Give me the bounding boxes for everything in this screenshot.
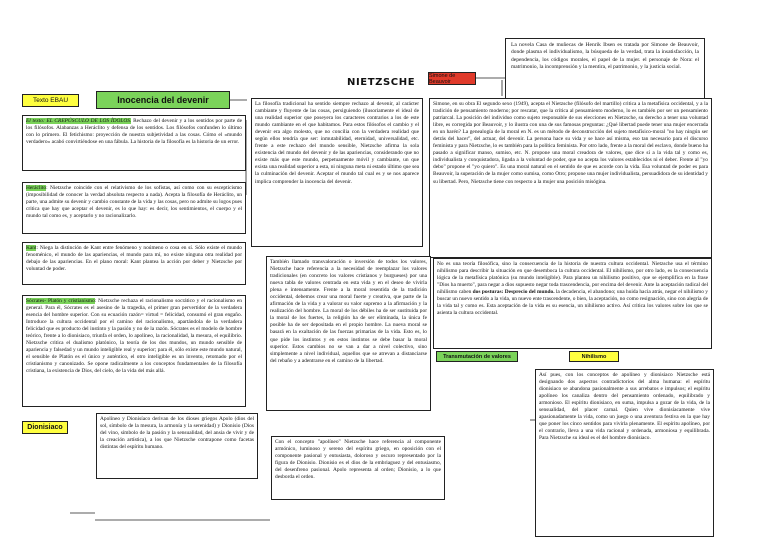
apolineo-box: Apolíneo y Dionisíaco derivan de los dioses griegos Apolo (dios del sol, símbolo de la mesura, la armonía y la serenidad) y Dionisio (Dios del vino, símbolo de la pasión y la sensualidad, del ansia de vivir y de la creación artística), a los que Nietzsche contrapone como facetas distintas del espíritu humano.	[96, 413, 258, 479]
transvaloracion-box: También llamado transvaloración o inversión de todos los valores, Nietzsche hace referencia a la necesidad de reemplazar los valores tradicionales (en concreto los valores cristianos y burgueses) por una nueva tabla de valores centrada en esta vida y en el deseo de vivirla plena e intensamente. Frente a la moral resentida de la tradición occidental, debemos crear una moral fuerte y creativa, que parte de la afirmación de la vida y a valorar su valor supremo a la afirmación y la realización del hombre. La moral de los débiles ha de ser sustituida por la moral de los fuertes, la religión ha de ser eliminada, la única fe posible ha de ser depositada en el propio hombre. La nueva moral se basará en la exaltación de las fuerzas primarias de la vida. Esto es, lo que pide los instintos y en estos instintos se debe basar la moral superior. Estos cambios no se van a dar a nivel colectivo, sino simplemente a nivel individual, aquellos que se atrevan a distanciarse del rebaño y a adentrarse en el camino de la libertad.	[266, 256, 431, 411]
kant-text: : Niega la distinción de Kant entre fenómeno y noúmeno o cosa en sí. Sólo existe el mundo fenoménico, el mundo de las apariencias, el mundo para mí, no existe ninguna otra realidad por debajo de las apariencias. En el plano moral: Kant plantea la acción por deber y Nietzsche por voluntad de poder.	[26, 245, 242, 273]
nihilismo-tag: Nihilismo	[569, 351, 619, 362]
casa-munecas-box: La novela Casa de muñecas de Henrik Ibsen es tratada por Simone de Beauvoir, donde plasma el individualismo, la búsqueda de la verdad, trata la insatisfacción, la dependencia, los códigos morales, el papel de la mujer. el personaje de Nora: el matrimonio, la incomprensión y la mentira, el patrimonio, y la justicia social.	[505, 38, 705, 112]
texto-ebau-tag: Texto EBAU	[22, 94, 79, 107]
nihilismo-box	[433, 258, 712, 349]
concepto-apolineo-box: Con el concepto "apolíneo" Nietzsche hace referencia al componente armónico, luminoso y sereno del espíritu griego, en oposición con el componente pasional y entusiasta, doloroso y oscuro representado por la figura de Dionisio. Dionisio es el dios de la embriaguez y del entusiasmo, del desenfreno pasional. Apolo representa al orden; Dionisio, a lo que desborda el orden.	[271, 436, 445, 500]
dionisiaco-tag: Dionisiaco	[22, 421, 68, 434]
heraclito-highlight: Heráclito	[26, 185, 47, 191]
crepusculo-highlight: El texto: EL CREPÚSCULO DE LOS ÍDOLOS.	[26, 118, 132, 124]
page-title: NIETZSCHE	[347, 77, 416, 88]
simone-tag: Simone de Beauvoir	[428, 72, 476, 85]
crepusculo-box	[22, 115, 246, 171]
inocencia-tag: Inocencia del devenir	[96, 91, 230, 109]
nihilismo-text-b: la decadencia, el abandono; una huida hacia atrás, negar el nihilismo y buscar un nuevo sentido a la vida, un nuevo ente trascendente, o bien, la aceptación, no como resignación, sino con alegría de la vida tal y como es. Esta aceptación de la vida es su esencia, un nihilismo activo. Así critica los valores sobre los que se asienta la cultura occidental.	[437, 289, 708, 317]
socrates-box	[22, 295, 246, 407]
nihilismo-bold: dos posturas: Desprecio del mundo.	[472, 289, 555, 296]
heraclito-text: : Nietzsche coincide con el relativismo de los sofistas, así como con su escepticismo (imposibilidad de conocer la verdad absoluta respecto a nada). Acepta la filosofía de Heráclito, un parte, una admite su devenir y cambio constante de la vida y las cosas, pero no admite su logos pues critica que hay que aceptar el devenir, es lo que hay: es decir, los sentimientos, el cuerpo y el mundo tal como es, y aceptarlo y no racionalizarlo.	[26, 185, 243, 220]
socrates-text: : Nietzsche rechaza el racionalismo socrático y el racionalismo en general. Para él, Sócrates es el asesino de la tragedia, el primer gran pervertidor de la verdadera esencia del hombre superior. Con su ecuación razón= virtud = felicidad, consumó el gran engaño. Introduce la cultura occidental por el camino del racionalismo, apartándola de la verdadera felicidad que es producto del instinto y la pasión y no de la razón. Sócrates es el modelo de hombre teórico, frente a lo dionisiaco, triunfa el orden, lo apolíneo, la racionalidad, la mesura, el equilibrio. Nietzsche critica el dualismo platónico, la teoría de los dos mundos, un mundo sensible de apariencia y falsedad y un mundo inteligible real y superior; para él, sólo existe este mundo natural, el sensible de Platón es el único y auténtico, el otro inteligible es un invento, retomado por el cristianismo y canonizado. Se opone radicalmente a los conceptos fundamentales de la filosofía cristiana, la existencia de Dios, del cielo, de la vida del más allá.	[26, 298, 242, 375]
kant-box	[22, 242, 246, 285]
transmutacion-tag: Transmutación de valores	[436, 351, 518, 362]
asi-pues-box: Así pues, con los conceptos de apolíneo y dionisiaco Nietzsche está designando dos aspectos contradictorios del alma humana: el espíritu dionisiaco se abandona pasionalmente a sus arrebatos e impulsos; el espíritu apolíneo los canaliza dentro del pensamiento ordenado, equilibrado y armonioso. El espíritu dionisiaco, en suma, impulsa a gozar de la vida, de la sensualidad, del placer carnal. Quien vive dionisíacamente vive apasionadamente la vida, como un juego o una aventura festiva en la que hay que poner los cinco sentidos para vivirla plenamente. El espíritu apolíneo, por el contrario, lleva a una vida racional y ordenada, armoniosa y equilibrada. Para Nietzsche su ideal es el del hombre dionisiaco.	[535, 369, 714, 537]
crepusculo-text: Rechazo del devenir y a los sentidos por parte de los filósofos. Alabanzas a Heráclito y defensa de los sentidos. Los filósofos confunden lo último con lo primero. El fetichismo: proyección de nuestra subjetividad a las cosas. Cómo el «mundo verdadero» acabó convirtiéndose en una fábula. La historia de la filosofía es la historia de un error.	[26, 118, 242, 146]
filosofia-tradicional-box: La filosofía tradicional ha sentido siempre rechazo al devenir, al carácter cambiante y fluyente de las cosas, persiguiendo (ilusoriamente el ideal de una realidad superior que poseyera los caracteres contrarios a los de este mundo cambiante en el que habitamos. Para estos filósofos el cambio y el devenir era algo molesto, que no concilia con la verdadera realidad que según ellos tendría que ser: inmutabilidad, eternidad, universalidad, etc. frente a este rechazo del mundo sensible, Nietzsche afirma la sola existencia del mundo del devenir y de las apariencias, considerando que no existe más que este mundo, perpetuamente móvil y cambiante, un que exista una realidad superior a esta, ni ninguna meta ni estado último que sea la culminación del devenir. Aceptar el mundo tal cual es y se nos aparece implica comprender la inocencia del devenir.	[251, 98, 423, 247]
nihilismo-text-a: No es una teoría filosófica, sino la consecuencia de la historia de nuestra cultura occidental. Nietzsche usa el término nihilismo para describir la situación en que desemboca la cultura occidental. El nihilismo, por otro lado, es la consecuencia lógica de la metafísica platónica (su mundo inteligible). Para plantea un nihilismo positivo, que se ejemplifica en la frase "Dios ha muerto", para negar a dios supuesto negar toda trascendencia, por encima del devenir. Ante la aceptación radical del nihilismo caben	[437, 261, 708, 296]
socrates-highlight: Sócrates- Platón y cristianismo	[26, 298, 95, 304]
simone-texto-box: Simone, en su obra El segundo sexo (1949), acepta el Nietzsche (filósofo del martillo) critica a la metafísica occidental, y a la tradición de pensamiento moderno; por rescatar, que la crítica al pensamiento moderno, lo es también por ser un pensamiento patriarcal. La posición del individuo como sujeto responsable de sus elecciones en Nietzsche, su derecho a tener una voluntad libre, es corregida por Beauvoir, y lo ilustra con una de sus famosas preguntas: ¿Qué libertad puede tener una mujer encerrada en un harén? La genealogía de la moral en N. es un método de deconstrucción del sujeto metafísico-moral "no hay ningún ser detrás del hacer", del actuar, del devenir. La persona hace su vida y se hace así misma, eso tan necesario para el discurso feminista y para Nietzsche, lo es también para la política feminista. Por otro lado, frente a la moral del esclavo, donde bueno ha pasado a significar manso, sumiso, etc. N. propone una moral creadora de valores, que dice sí a la vida tal y como es, individualista y conquistadora, ligada a la voluntad de poder, que no acepta los valores establecidos ni el deber. Frente al "yo debo" propone el "yo quiero". Es una moral natural en el sentido de que es acorde con la vida. Esa voluntad de poder es para Beauvoir, la superación de la mujer como sumisa, como Otro; propone una mujer individualista, persuadidora de su identidad y su libertad. Pero, Nietzsche tiene con respecto a la mujer una posición misógina.	[429, 98, 712, 258]
kant-highlight: Kant	[26, 245, 37, 251]
heraclito-box	[22, 182, 246, 234]
